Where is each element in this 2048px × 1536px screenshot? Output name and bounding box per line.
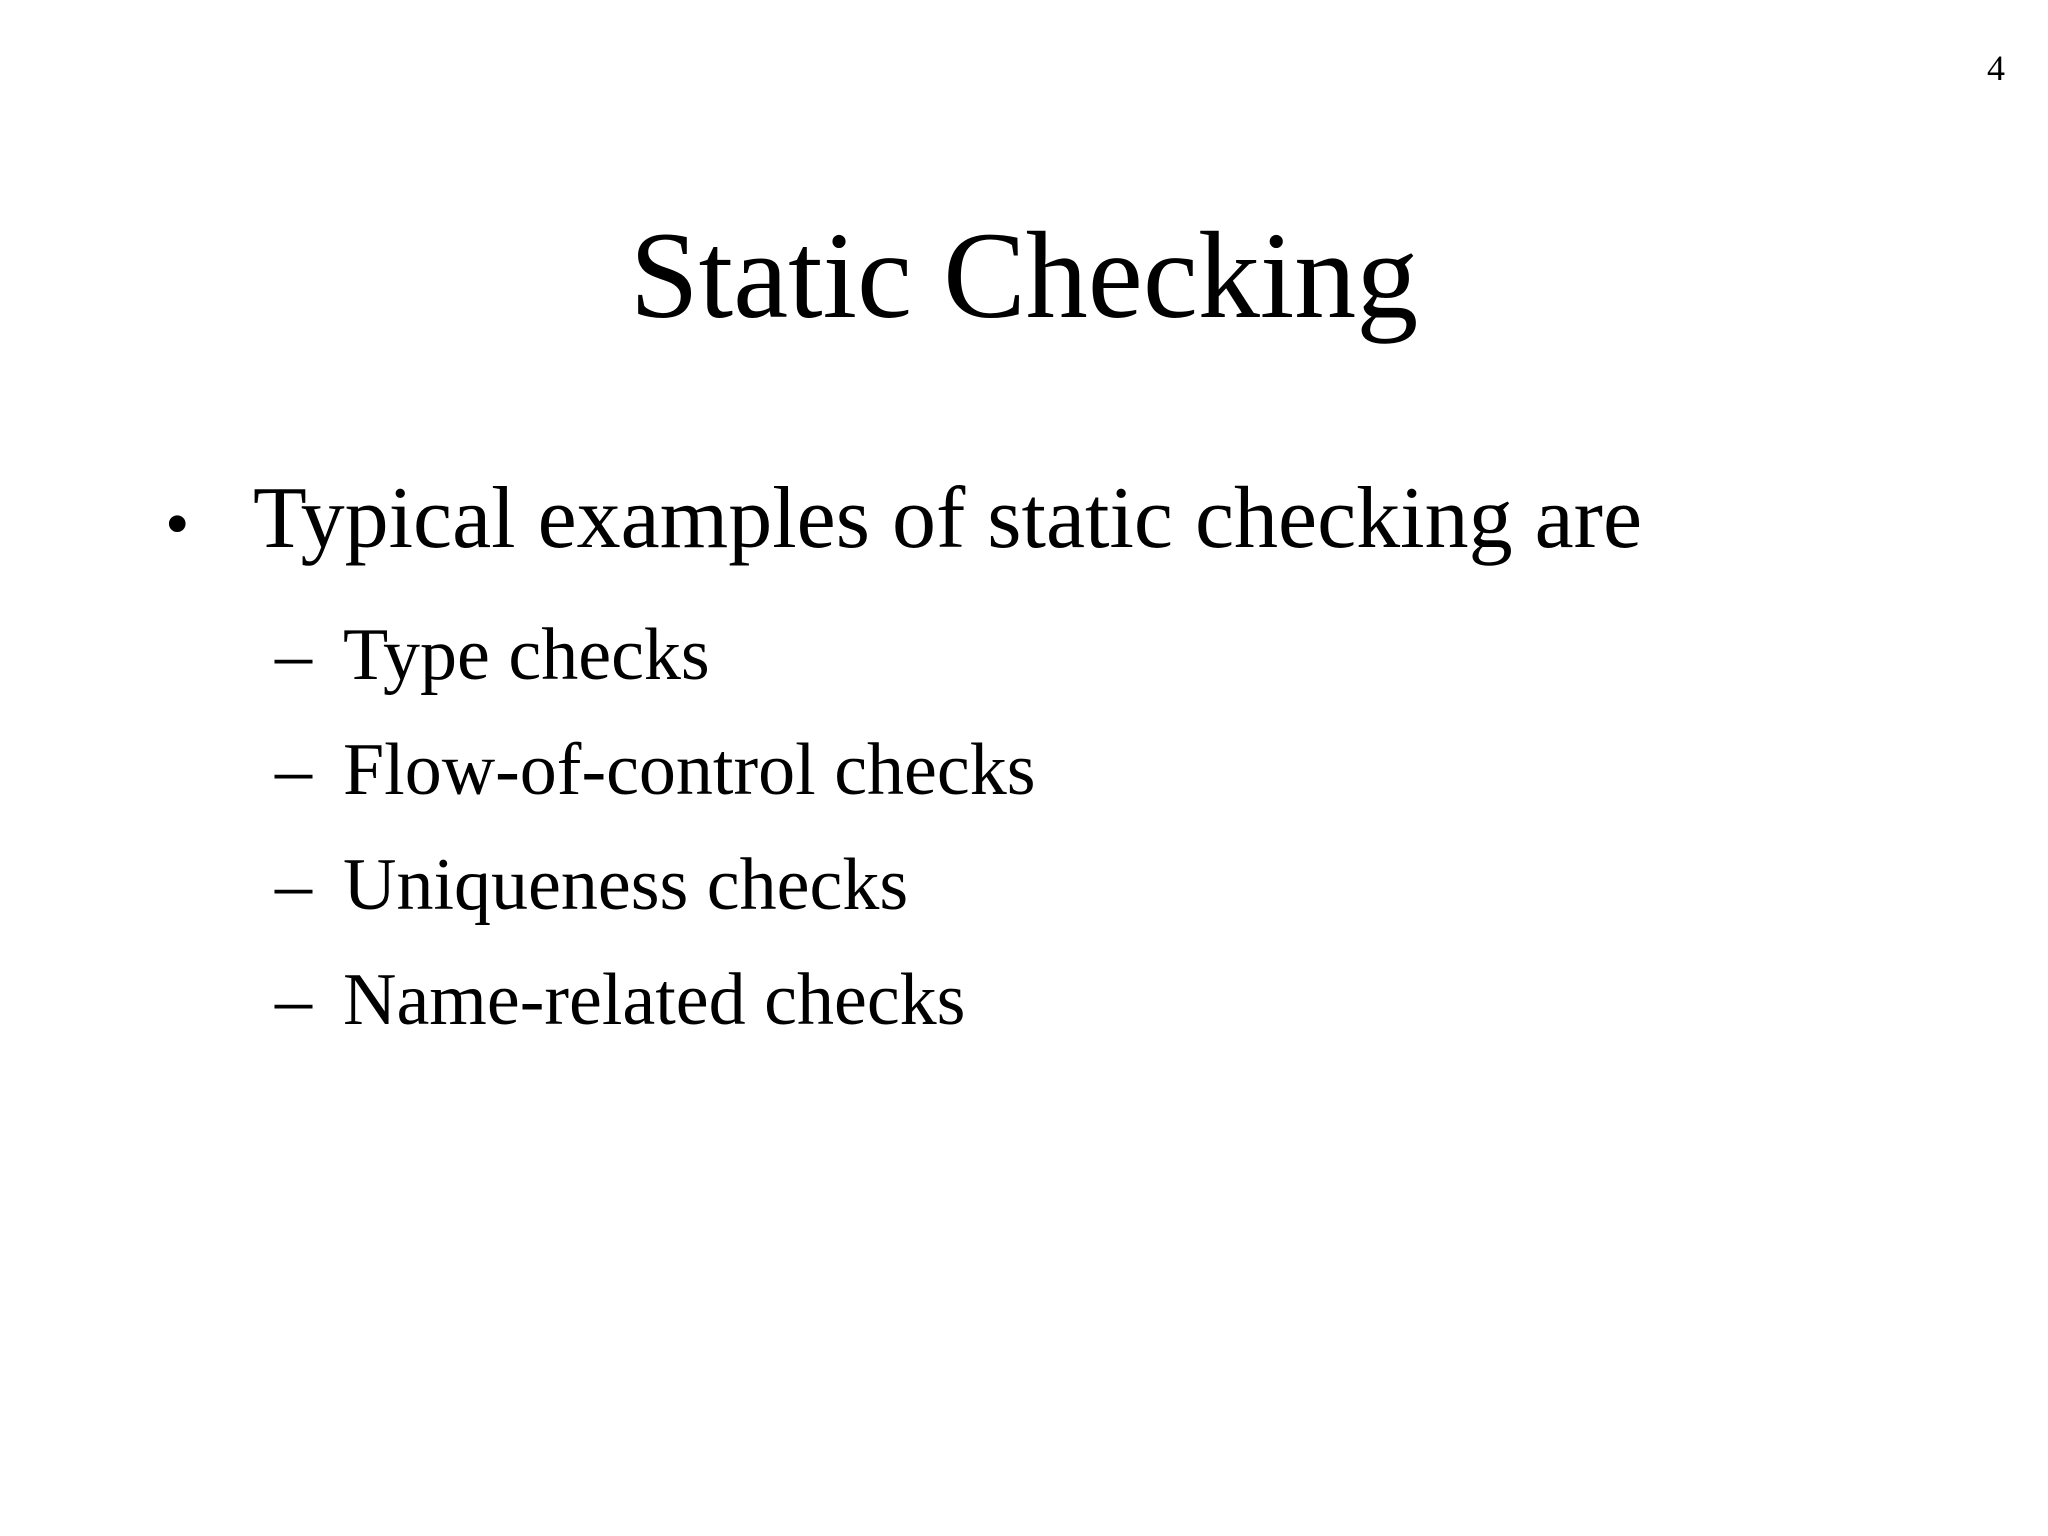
sub-bullet-text: Type checks	[343, 614, 710, 696]
sub-bullet-list	[275, 598, 1036, 1058]
bullet-item	[165, 460, 1642, 584]
sub-bullet-item-name-related-checks	[275, 943, 1036, 1058]
bullet-text: Typical examples of static checking are	[253, 470, 1643, 567]
sub-bullet-item-uniqueness-checks	[275, 828, 1036, 943]
sub-bullet-text: Uniqueness checks	[343, 844, 909, 926]
bullet-icon: •	[165, 486, 190, 563]
slide-title: Static Checking	[629, 207, 1419, 344]
page-number: 4	[1987, 48, 2005, 88]
bullet-list	[165, 460, 1642, 584]
sub-bullet-item-flow-of-control-checks	[275, 713, 1036, 828]
dash-icon: –	[275, 959, 312, 1041]
sub-bullet-text: Flow-of-control checks	[343, 729, 1036, 811]
dash-icon: –	[275, 844, 312, 926]
sub-bullet-text: Name-related checks	[343, 959, 966, 1041]
sub-bullet-item-type-checks	[275, 598, 1036, 713]
dash-icon: –	[275, 614, 312, 696]
dash-icon: –	[275, 729, 312, 811]
